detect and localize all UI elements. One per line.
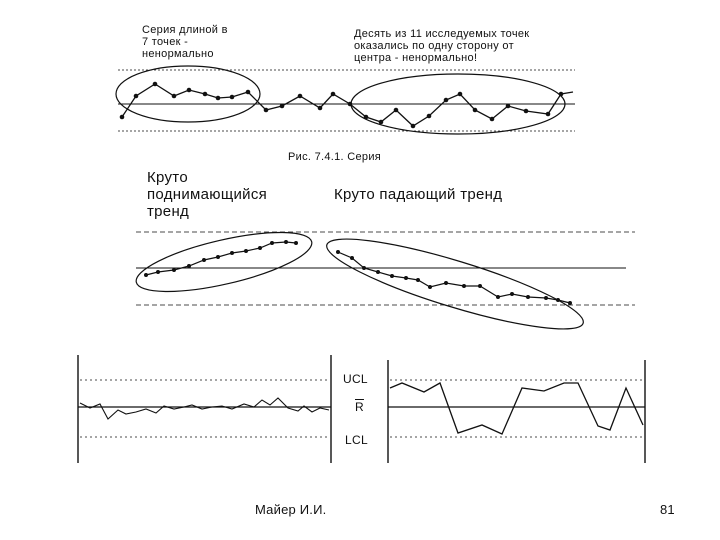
- annotation-run-of-seven: Серия длиной в 7 точек - ненормально: [142, 24, 228, 60]
- label-falling-trend: Круто падающий тренд: [334, 186, 503, 203]
- control-chart-left: [78, 355, 331, 463]
- run-of-seven-ellipse: [116, 66, 260, 122]
- author-footer: Майер И.И.: [255, 502, 327, 517]
- rising-trend-ellipse: [131, 220, 316, 303]
- figure-caption: Рис. 7.4.1. Серия: [288, 151, 382, 163]
- label-rising-trend: Круто поднимающийся тренд: [147, 169, 268, 220]
- left-series: [80, 398, 329, 419]
- run-chart-points: [120, 82, 564, 129]
- ucl-label: UCL: [343, 372, 368, 386]
- right-series: [390, 383, 643, 434]
- page-number: 81: [660, 502, 675, 517]
- run-chart: [116, 66, 575, 134]
- center-label: $\overline{R}$: [355, 400, 364, 414]
- annotation-ten-of-eleven: Десять из 11 исследуемых точек оказались по одну сторону от центра - ненормально!: [354, 28, 530, 64]
- trend-chart: [131, 220, 635, 345]
- lcl-label: LCL: [345, 433, 368, 447]
- control-chart-right: [388, 360, 645, 463]
